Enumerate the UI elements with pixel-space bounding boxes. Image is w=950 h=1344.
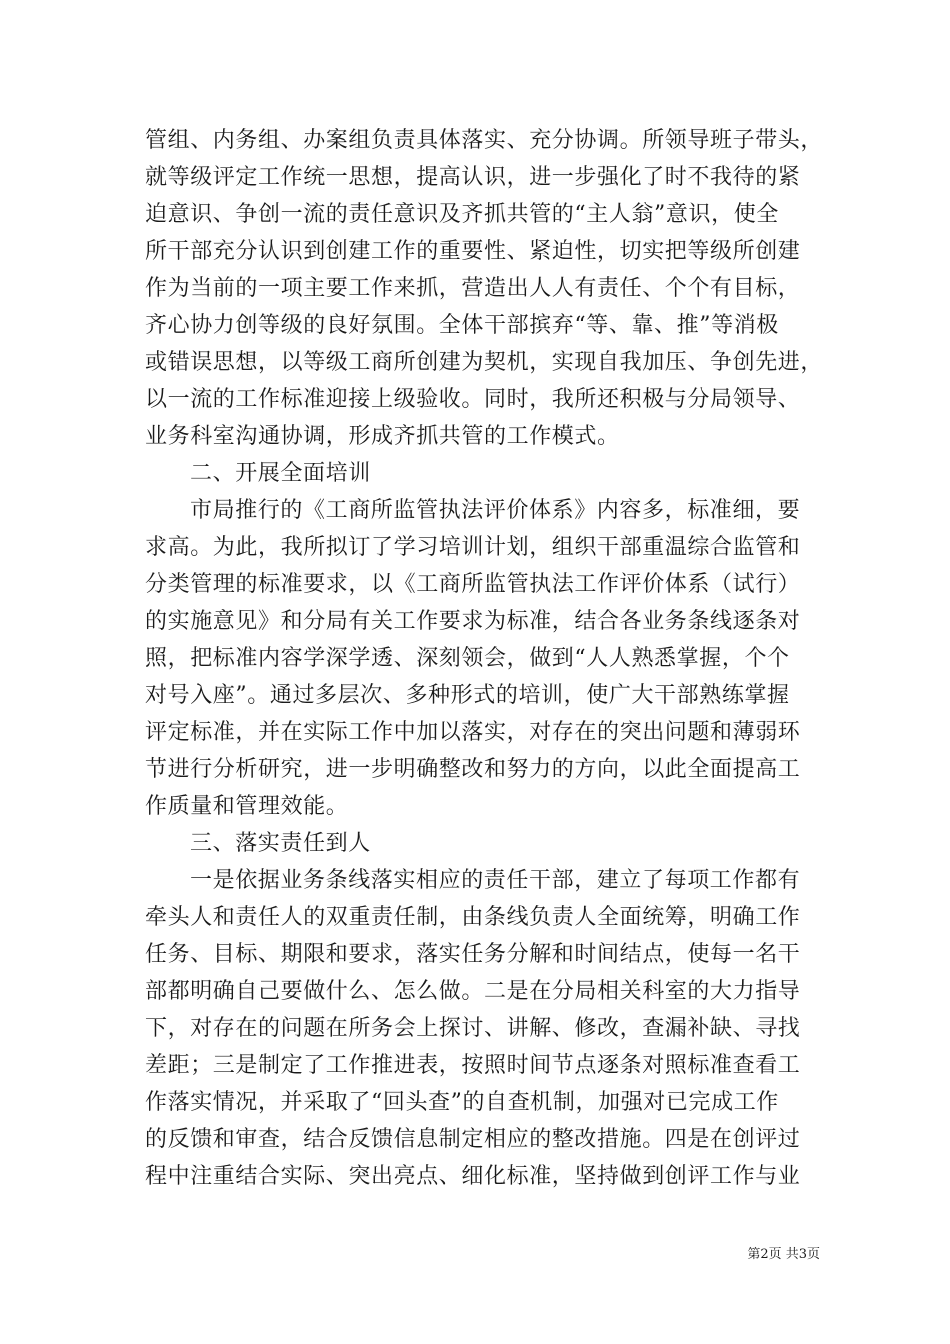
- text-line: 所干部充分认识到创建工作的重要性、紧迫性，切实把等级所创建: [145, 239, 801, 264]
- text-line: 作为当前的一项主要工作来抓，营造出人人有责任、个个有目标，: [145, 276, 801, 301]
- paragraph-first-line: 一是依据业务条线落实相应的责任干部，建立了每项工作都有: [190, 868, 801, 893]
- text-line: 齐心协力创等级的良好氛围。全体干部摈弃“等、靠、推”等消极: [145, 313, 779, 338]
- text-line: 或错误思想，以等级工商所创建为契机，实现自我加压、争创先进，: [145, 350, 824, 375]
- text-line: 评定标准，并在实际工作中加以落实，对存在的突出问题和薄弱环: [145, 720, 801, 745]
- section-heading: 三、落实责任到人: [190, 831, 371, 856]
- text-line: 求高。为此，我所拟订了学习培训计划，组织干部重温综合监管和: [145, 535, 801, 560]
- text-line: 任务、目标、期限和要求，落实任务分解和时间结点，使每一名干: [145, 942, 801, 967]
- text-line: 就等级评定工作统一思想，提高认识，进一步强化了时不我待的紧: [145, 165, 801, 190]
- section-heading: 二、开展全面培训: [190, 461, 371, 486]
- text-line: 差距；三是制定了工作推进表，按照时间节点逐条对照标准查看工: [145, 1053, 801, 1078]
- text-line: 的实施意见》和分局有关工作要求为标准，结合各业务条线逐条对: [145, 609, 801, 634]
- text-line: 下，对存在的问题在所务会上探讨、讲解、修改，查漏补缺、寻找: [145, 1016, 801, 1041]
- text-line: 程中注重结合实际、突出亮点、细化标准，坚持做到创评工作与业: [145, 1164, 801, 1189]
- text-line: 部都明确自己要做什么、怎么做。二是在分局相关科室的大力指导: [145, 979, 801, 1004]
- text-line: 牵头人和责任人的双重责任制，由条线负责人全面统筹，明确工作: [145, 905, 801, 930]
- text-line: 照，把标准内容学深学透、深刻领会，做到“人人熟悉掌握，个个: [145, 646, 790, 671]
- text-line: 作质量和管理效能。: [145, 794, 349, 819]
- text-line: 节进行分析研究，进一步明确整改和努力的方向，以此全面提高工: [145, 757, 801, 782]
- text-line: 分类管理的标准要求，以《工商所监管执法工作评价体系（试行）: [145, 572, 801, 597]
- text-line: 的反馈和审查，结合反馈信息制定相应的整改措施。四是在创评过: [145, 1127, 801, 1152]
- text-line: 管组、内务组、办案组负责具体落实、充分协调。所领导班子带头，: [145, 128, 824, 153]
- text-line: 以一流的工作标准迎接上级验收。同时，我所还积极与分局领导、: [145, 387, 801, 412]
- text-line: 对号入座”。通过多层次、多种形式的培训，使广大干部熟练掌握: [145, 683, 790, 708]
- text-line: 业务科室沟通协调，形成齐抓共管的工作模式。: [145, 424, 620, 449]
- text-line: 迫意识、争创一流的责任意识及齐抓共管的“主人翁”意识，使全: [145, 202, 779, 227]
- page-number: 第2页 共3页: [747, 1247, 820, 1262]
- text-line: 作落实情况，并采取了“回头查”的自查机制，加强对已完成工作: [145, 1090, 779, 1115]
- paragraph-first-line: 市局推行的《工商所监管执法评价体系》内容多，标准细，要: [190, 498, 801, 523]
